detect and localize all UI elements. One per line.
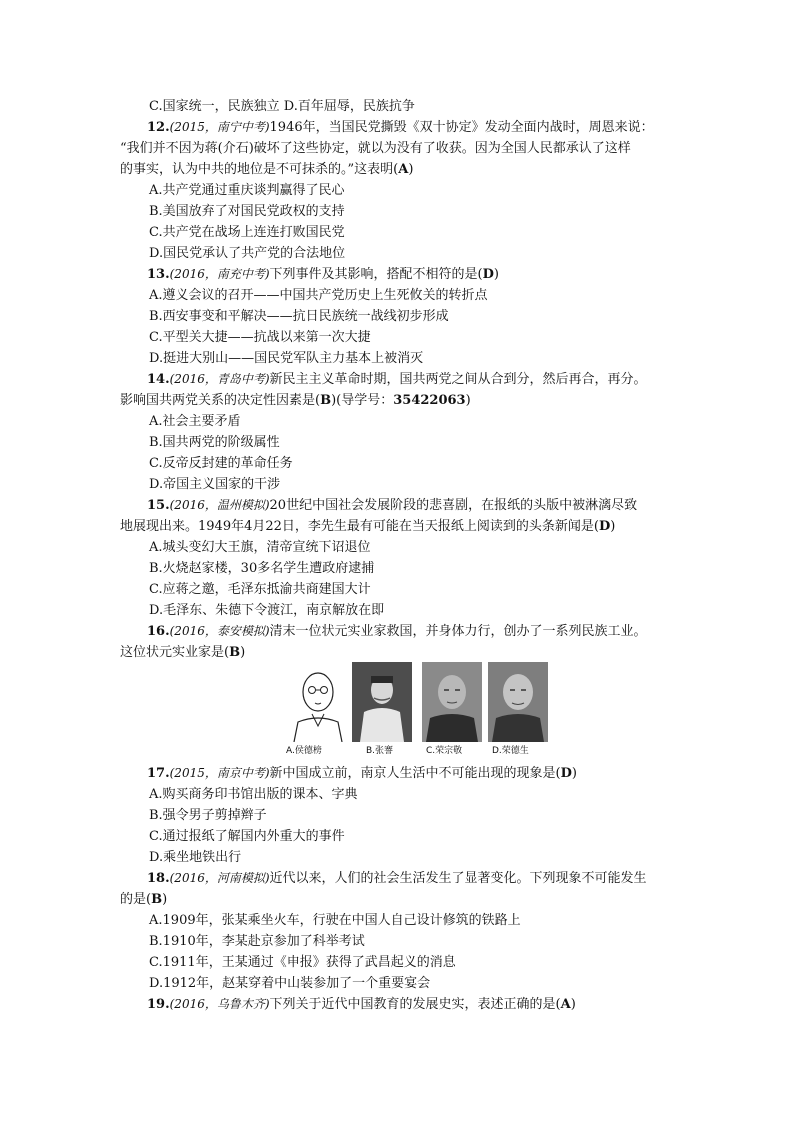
q15-stem-text2: 地展现出来。1949年4月22日，李先生最有可能在当天报纸上阅读到的头条新闻是( [120,519,599,534]
q15-option-a: A.城头变幻大王旗，清帝宣统下诏退位 [149,540,371,555]
q19-stem [147,994,576,1015]
q12-answer: A [398,162,409,177]
q16-stem-line1 [147,621,647,642]
portrait-c-photo [422,662,482,742]
q17-source: (2015，南京中考) [169,766,270,780]
q15-source: (2016，温州模拟) [169,498,270,512]
q15-option-b: B.火烧赵家楼，30多名学生遭政府逮捕 [149,561,375,576]
q17-answer: D [560,766,572,781]
q19-source: (2016，乌鲁木齐) [169,997,270,1011]
q17-option-b: B.强令男子剪掉辫子 [149,808,267,823]
q19-close-paren: ) [570,997,576,1012]
q12-option-c: C.共产党在战场上连连打败国民党 [149,225,345,240]
q13-option-a: A.遵义会议的召开——中国共产党历史上生死攸关的转折点 [149,288,488,303]
q19-answer: A [560,997,571,1012]
q18-stem-text2: 的是( [120,892,152,907]
caption-d: D.荣德生 [492,746,529,756]
q18-number: 18. [147,871,170,886]
q13-option-c: C.平型关大捷——抗战以来第一次大捷 [149,330,371,345]
q15-close-paren: ) [610,519,616,534]
q14-option-b: B.国共两党的阶级属性 [149,435,280,450]
q12-number: 12. [147,120,170,135]
q16-portrait-row [280,662,580,760]
q14-option-d: D.帝国主义国家的干涉 [149,477,281,492]
q15-number: 15. [147,498,170,513]
q12-stem-text1: 1946年，当国民党撕毁《双十协定》发动全面内战时，周恩来说： [269,120,654,135]
q12-close-paren: ) [408,162,414,177]
q13-close-paren: ) [493,267,499,282]
q19-stem-text: 下列关于近代中国教育的发展史实，表述正确的是( [269,997,561,1012]
q18-stem-line2 [120,889,167,910]
q16-stem-line2 [120,642,245,663]
q13-stem [147,264,499,285]
q13-source: (2016，南充中考) [169,267,270,281]
q12-option-b: B.美国放弃了对国民党政权的支持 [149,204,345,219]
q17-option-d: D.乘坐地铁出行 [149,850,242,865]
q17-stem [147,763,577,784]
q15-option-c: C.应蒋之邀，毛泽东抵渝共商建国大计 [149,582,371,597]
q12-option-a: A.共产党通过重庆谈判赢得了民心 [149,183,345,198]
q13-number: 13. [147,267,170,282]
q17-option-c: C.通过报纸了解国内外重大的事件 [149,829,345,844]
q12-stem-line1 [147,117,654,138]
q14-answer: B [320,393,332,408]
q14-number: 14. [147,372,170,387]
q18-option-b: B.1910年，李某赴京参加了科举考试 [149,934,365,949]
caption-a: A.侯德榜 [286,746,322,756]
q18-close-paren: ) [162,892,168,907]
q16-stem-text2: 这位状元实业家是( [120,645,230,660]
q15-stem-line2 [120,516,615,537]
q18-option-c: C.1911年，王某通过《申报》获得了武昌起义的消息 [149,955,456,970]
q16-answer: B [229,645,241,660]
q18-source: (2016，河南模拟) [169,871,270,885]
q12-option-d: D.国民党承认了共产党的合法地位 [149,246,346,261]
q17-stem-text: 新中国成立前，南京人生活中不可能出现的现象是( [269,766,561,781]
q18-answer: B [151,892,163,907]
q14-guide-code: 35422063 [393,393,466,408]
caption-c: C.荣宗敬 [426,746,463,756]
q16-close-paren: ) [240,645,246,660]
q18-stem-line1 [147,868,647,889]
q13-stem-text: 下列事件及其影响，搭配不相符的是( [269,267,483,282]
q14-guide-label: )(导学号： [331,393,394,408]
q13-option-b: B.西安事变和平解决——抗日民族统一战线初步形成 [149,309,449,324]
q18-option-a: A.1909年，张某乘坐火车，行驶在中国人自己设计修筑的铁路上 [149,913,521,928]
q14-source: (2016，青岛中考) [169,372,270,386]
q16-source: (2016，泰安模拟) [169,624,270,638]
q13-option-d: D.挺进大别山——国民党军队主力基本上被消灭 [149,351,424,366]
caption-b: B.张謇 [366,746,394,756]
q18-option-d: D.1912年，赵某穿着中山装参加了一个重要宴会 [149,976,431,991]
q14-stem-text2: 影响国共两党关系的决定性因素是( [120,393,321,408]
portrait-a-sketch [288,662,348,742]
q17-close-paren: ) [571,766,577,781]
q15-answer: D [598,519,611,534]
q14-close-paren: ) [465,393,471,408]
q16-number: 16. [147,624,170,639]
q17-option-a: A.购买商务印书馆出版的课本、字典 [149,787,358,802]
q18-stem-text1: 近代以来，人们的社会生活发生了显著变化。下列现象不可能发生 [269,871,647,886]
q17-number: 17. [147,766,170,781]
q15-option-d: D.毛泽东、朱德下令渡江，南京解放在即 [149,603,385,618]
q15-stem-text1: 20世纪中国社会发展阶段的悲喜剧，在报纸的头版中被淋漓尽致 [269,498,638,513]
q13-answer: D [482,267,494,282]
portrait-d-photo [488,662,548,742]
q14-stem-text1: 新民主主义革命时期，国共两党之间从合到分，然后再合，再分。 [269,372,647,387]
portrait-b-photo [352,662,412,742]
q12-source: (2015，南宁中考) [169,120,270,134]
q15-stem-line1 [147,495,637,516]
q14-stem-line2 [120,390,471,411]
q12-stem-text3: 的事实，认为中共的地位是不可抹杀的。”这表明( [120,162,399,177]
q14-option-c: C.反帝反封建的革命任务 [149,456,293,471]
q14-option-a: A.社会主要矛盾 [149,414,241,429]
q19-number: 19. [147,997,170,1012]
q12-stem-line3 [120,159,413,180]
q14-stem-line1 [147,369,647,390]
q11-options-line: C.国家统一，民族独立 D.百年屈辱，民族抗争 [149,99,415,114]
q16-stem-text1: 清末一位状元实业家救国，并身体力行，创办了一系列民族工业。 [269,624,647,639]
q12-stem-line2: “我们并不因为蒋(介石)破坏了这些协定，就以为没有了收获。因为全国人民都承认了这样 [120,141,631,156]
